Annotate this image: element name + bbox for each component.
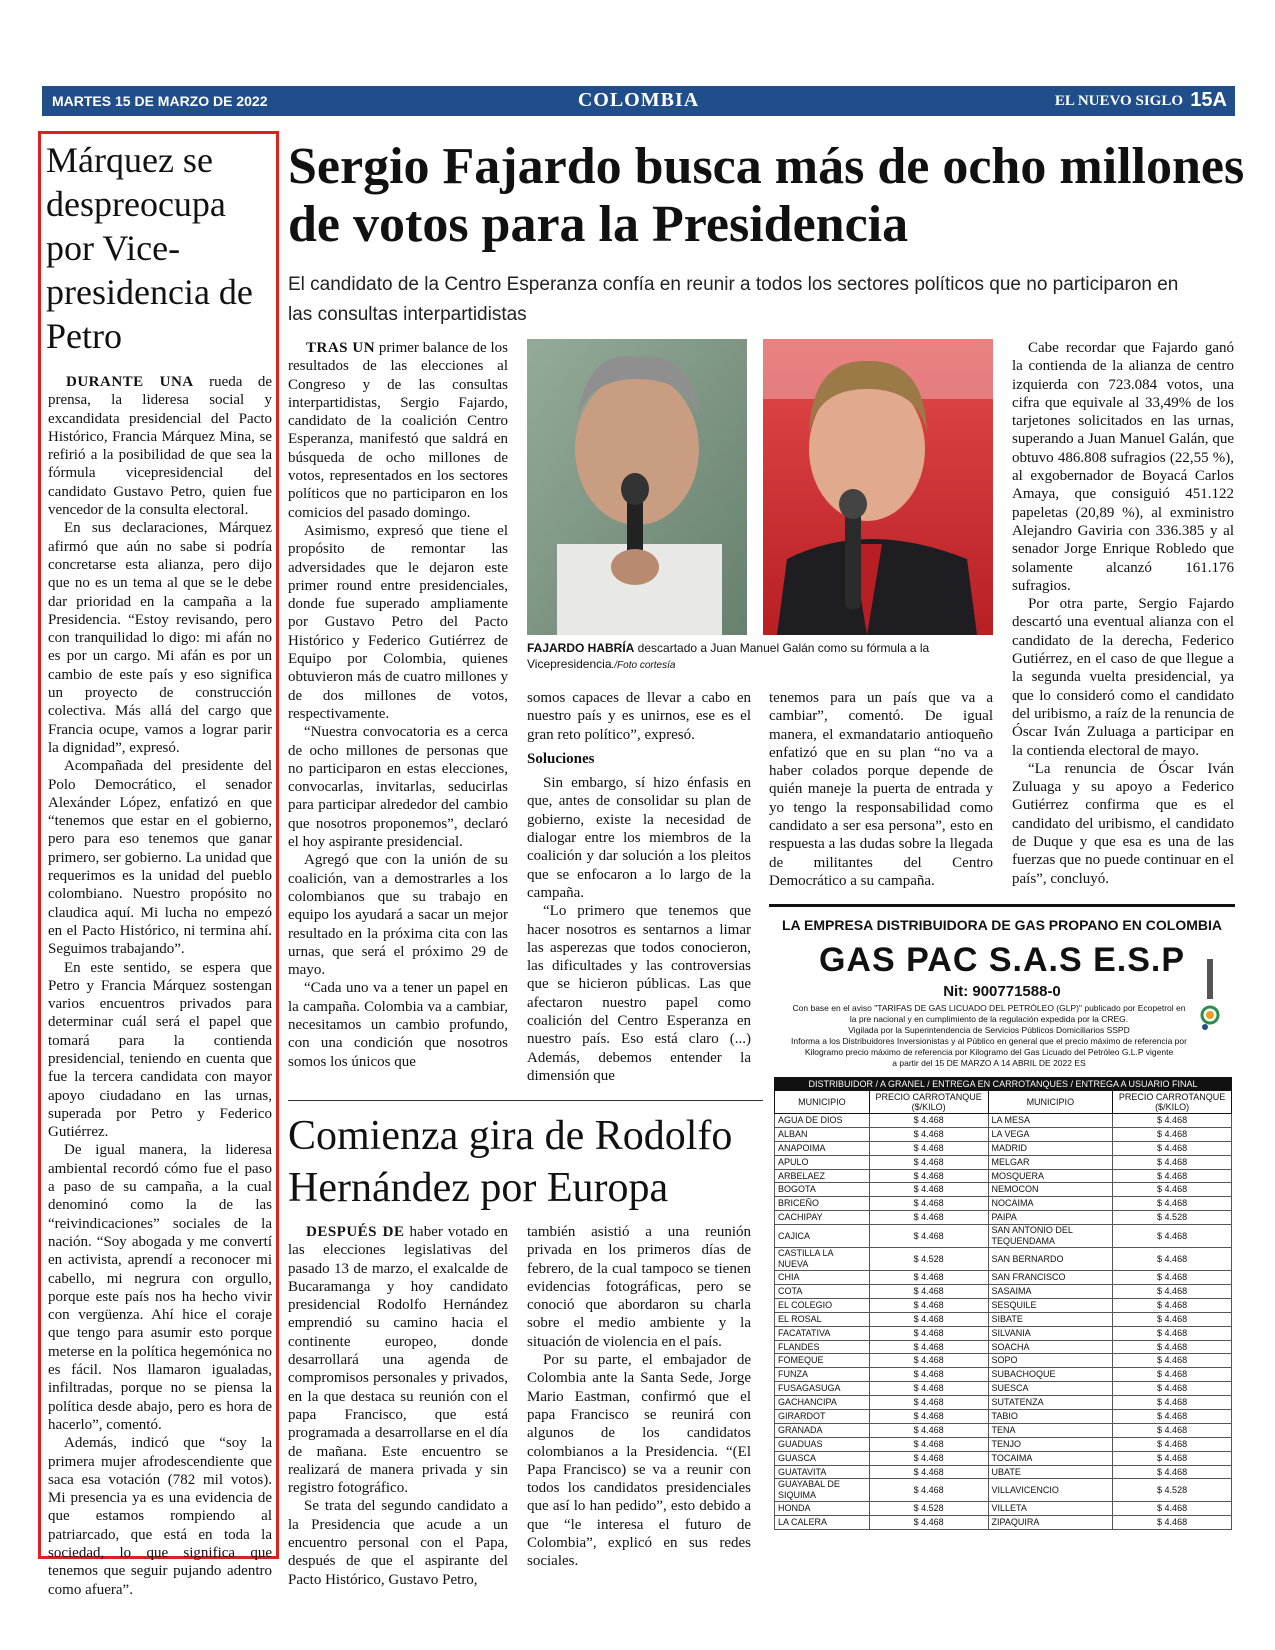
table-row (775, 1141, 1232, 1155)
left-paragraph: De igual manera, la lideresa ambiental recordó cómo fue el paso a paso de su campaña, a la cual denominó como la de las “reivindicaciones” sociales de la nación. “Soy abogada y me convertí en activista, aprendí a reconocer mi cabello, mi negrura con orgullo, porque este país nos ha hecho vivir con vergüenza. Ahí hice el coraje que tengo para asumir esto porque meterse en la política hegemónica no es fácil. Nos llamaron igualadas, infiltradas, porque no se piensa la política desde abajo, pero es hora de hacerlo”, comentó. (48, 1142, 272, 1433)
table-row (775, 1197, 1232, 1211)
main-paragraph: somos capaces de llevar a cabo en nuestro país y es unirnos, ese es el gran reto político”, expresó. (527, 690, 751, 743)
price-cell: $ 4.468 (869, 1451, 988, 1465)
ad-company: GAS PAC S.A.S E.S.P (818, 941, 1185, 979)
price-cell: $ 4.468 (1113, 1340, 1232, 1354)
price-cell: $ 4.468 (1113, 1451, 1232, 1465)
municipio-cell: MADRID (988, 1141, 1113, 1155)
table-row (775, 1248, 1232, 1271)
table-row (775, 1183, 1232, 1197)
municipio-cell: SUESCA (988, 1382, 1113, 1396)
price-cell: $ 4.468 (1113, 1248, 1232, 1271)
table-row (775, 1396, 1232, 1410)
price-cell: $ 4.468 (1113, 1354, 1232, 1368)
main-paragraph: “La renuncia de Óscar Iván Zuluaga y su apoyo a Federico Gutiérrez confirma que es el candidato del uribismo, el candidato de Duque y que esa es una de las fuerzas que no puede continuar en el país”, concluyó. (1012, 760, 1234, 887)
municipio-cell: NEMOCON (988, 1183, 1113, 1197)
price-cell: $ 4.468 (869, 1354, 988, 1368)
table-row (775, 1368, 1232, 1382)
table-row (775, 1225, 1232, 1248)
price-cell: $ 4.528 (1113, 1479, 1232, 1502)
price-cell: $ 4.468 (1113, 1127, 1232, 1141)
price-cell: $ 4.468 (869, 1312, 988, 1326)
municipio-cell: LA CALERA (775, 1516, 870, 1530)
municipio-cell: CHIA (775, 1271, 870, 1285)
main-paragraph: tenemos para un país que va a cambiar”, comentó. De igual manera, el exmandatario antioqueño enfatizó que en su plan “no va a haber colados porque depende de quién maneje la puerta de entrada y yo tengo la responsabilidad como candidato a ser esa persona”, esto en respuesta a las dudas sobre la llegada de militantes del Centro Democrático a su campaña. (769, 690, 993, 889)
table-header: DISTRIBUIDOR / A GRANEL / ENTREGA EN CARROTANQUES / ENTREGA A USUARIO FINAL (775, 1078, 1232, 1091)
municipio-cell: SAN BERNARDO (988, 1248, 1113, 1271)
table-row (775, 1155, 1232, 1169)
municipio-cell: ZIPAQUIRA (988, 1516, 1113, 1530)
municipio-cell: GACHANCIPA (775, 1396, 870, 1410)
subhead: Soluciones (527, 750, 595, 767)
municipio-cell: AGUA DE DIOS (775, 1114, 870, 1128)
ad-fine-3: Informa a los Distribuidores Inversionistas y al Público en general que el precio máximo de referencia por Kilogramo precio máximo de referencia por Kilogramo del Gas Licuado del Petróleo G.L.P vigente (791, 1036, 1187, 1057)
table-row (775, 1169, 1232, 1183)
municipio-cell: FOMEQUE (775, 1354, 870, 1368)
municipio-cell: APULO (775, 1155, 870, 1169)
price-cell: $ 4.468 (869, 1479, 988, 1502)
municipio-cell: SUTATENZA (988, 1396, 1113, 1410)
col-municipio: MUNICIPIO (775, 1091, 870, 1114)
second-column-2 (527, 1223, 751, 1571)
municipio-cell: SASAIMA (988, 1285, 1113, 1299)
price-cell: $ 4.468 (1113, 1114, 1232, 1128)
price-cell: $ 4.468 (1113, 1155, 1232, 1169)
municipio-cell: CAJICA (775, 1225, 870, 1248)
newspaper-name: EL NUEVO SIGLO (1054, 93, 1183, 109)
table-row (775, 1285, 1232, 1299)
price-cell: $ 4.468 (869, 1169, 988, 1183)
main-column-3 (769, 689, 993, 890)
municipio-cell: SIBATE (988, 1312, 1113, 1326)
price-cell: $ 4.468 (1113, 1298, 1232, 1312)
main-paragraph: primer balance de los resultados de las elecciones al Congreso y de las consultas interpartidistas, Sergio Fajardo, candidato de la coalición Centro Esperanza, manifestó que saldrá en búsqueda de ocho millones de votos, representados en los sectores políticos que no participaron en los comicios del pasado domingo. (288, 340, 508, 521)
article-photos (527, 339, 993, 635)
municipio-cell: PAIPA (988, 1211, 1113, 1225)
municipio-cell: COTA (775, 1285, 870, 1299)
second-column-1 (288, 1223, 508, 1589)
table-row (775, 1326, 1232, 1340)
photo-fajardo-and-galan (527, 339, 993, 635)
main-column-4 (1012, 339, 1234, 888)
municipio-cell: FACATATIVA (775, 1326, 870, 1340)
left-paragraph: En sus declaraciones, Márquez afirmó que aún no sabe si podría concretarse esta alianza, pero dijo que no es un tema al que se le debe dar prioridad en la campaña a la Presidencia. “Estoy revisando, pero con tranquilidad lo digo: mi afán no es por un cargo. Mi afán es por un cambio de este país y eso significa un proyecto de construcción colectiva. Más allá del cargo que Francia ocupe, vamos a lograr parir la dignidad”, expresó. (48, 520, 272, 756)
table-row (775, 1312, 1232, 1326)
second-kicker: DESPUÉS DE (306, 1224, 405, 1240)
price-cell: $ 4.528 (1113, 1211, 1232, 1225)
municipio-cell: VILLAVICENCIO (988, 1479, 1113, 1502)
price-cell: $ 4.468 (869, 1285, 988, 1299)
table-row (775, 1451, 1232, 1465)
price-cell: $ 4.468 (869, 1197, 988, 1211)
main-column-2 (527, 689, 751, 1085)
price-cell: $ 4.468 (869, 1382, 988, 1396)
left-paragraph: Además, indicó que “soy la primera mujer afrodescendiente que saca esa votación (782 mil votos). Mi presencia ya es una evidencia de que estamos rompiendo al patriarcado, que está en toda la sociedad, lo que significa que tenemos que seguir pujando adentro como afuera”. (48, 1435, 272, 1598)
second-paragraph: también asistió a una reunión privada en los primeros días de febrero, de la cual tampoco se tienen evidencias fotográficas, pero se conoció que abordaron su charla sobre el medio ambiente y la situación de violencia en el país. (527, 1224, 751, 1350)
price-cell: $ 4.468 (1113, 1502, 1232, 1516)
price-cell: $ 4.468 (1113, 1516, 1232, 1530)
table-row (775, 1479, 1232, 1502)
second-paragraph: Por su parte, el embajador de Colombia ante la Santa Sede, Jorge Mario Eastman, confirmó que el papa Francisco se reunirá con algunos de los candidatos colombianos a la Presidencia. “(El Papa Francisco) se va a reunir con todos los candidatos presidenciales que así lo han pedido”, esto debido a que “le interesa el futuro de Colombia”, explicó en sus redes sociales. (527, 1352, 751, 1570)
price-cell: $ 4.468 (1113, 1197, 1232, 1211)
ad-nit: Nit: 900771588-0 (943, 983, 1061, 1000)
table-row (775, 1437, 1232, 1451)
main-paragraph: Por otra parte, Sergio Fajardo descartó una eventual alianza con el candidato de la derecha, Federico Gutiérrez, en el caso de que llegue a la segunda vuelta presidencial, ya que lo consideró como el candidato del uribismo, a raíz de la renuncia de Óscar Iván Zuluaga a participar en la contienda electoral de mayo. (1012, 596, 1234, 759)
municipio-cell: HONDA (775, 1502, 870, 1516)
price-cell: $ 4.468 (869, 1326, 988, 1340)
main-paragraph: Agregó que con la unión de su coalición, van a demostrarles a los colombianos que su trabajo en equipo los ayudará a sacar un mejor resultado en la próxima cita con las urnas, que será el próximo 29 de mayo. (288, 852, 508, 979)
main-paragraph: “Nuestra convocatoria es a cerca de ocho millones de personas que no participaron en estas elecciones, convocarlas, invitarlas, seducirlas para participar alrededor del cambio que nosotros proponemos”, declaró el hoy aspirante presidencial. (288, 724, 508, 851)
municipio-cell: TABIO (988, 1410, 1113, 1424)
second-paragraph: haber votado en las elecciones legislativas del pasado 13 de marzo, el exalcalde de Bucaramanga y hoy candidato presidencial Rodolfo Hernández emprendió su camino hacia el continente europeo, donde desarrollará una agenda de compromisos personales y privados, en la que destaca su reunión con el papa Francisco, que está programada a desarrollarse en el día de mañana. Este encuentro se realizará de manera privada y sin registro fotográfico. (288, 1224, 509, 1497)
table-row (775, 1502, 1232, 1516)
municipio-cell: ANAPOIMA (775, 1141, 870, 1155)
municipio-cell: SOPO (988, 1354, 1113, 1368)
table-row (775, 1271, 1232, 1285)
caption-bold: FAJARDO HABRÍA (527, 641, 635, 655)
price-cell: $ 4.468 (1113, 1225, 1232, 1248)
price-cell: $ 4.468 (1113, 1271, 1232, 1285)
ad-fine-4: a partir del 15 DE MARZO A 14 ABRIL DE 2022 ES (892, 1058, 1086, 1068)
table-row (775, 1298, 1232, 1312)
table-row (775, 1211, 1232, 1225)
caption-text: descartado a Juan Manuel Galán como su fórmula a la Vicepresidencia (527, 641, 930, 671)
price-cell: $ 4.468 (869, 1211, 988, 1225)
table-row (775, 1423, 1232, 1437)
municipio-cell: SILVANIA (988, 1326, 1113, 1340)
caption-credit: ./Foto cortesía (611, 660, 676, 671)
main-article-title: Sergio Fajardo busca más de ocho millones de votos para la Presidencia (288, 138, 1245, 253)
municipio-cell: CASTILLA LA NUEVA (775, 1248, 870, 1271)
municipio-cell: LA VEGA (988, 1127, 1113, 1141)
main-paragraph: “Cada uno va a tener un papel en la campaña. Colombia va a cambiar, necesitamos un cambio profundo, con una condición que nosotros somos los únicos que (288, 980, 508, 1070)
price-cell: $ 4.468 (1113, 1326, 1232, 1340)
table-row (775, 1114, 1232, 1128)
left-paragraph: Acompañada del presidente del Polo Democrático, el senador Alexánder López, enfatizó en que “tenemos que estar en el gobierno, pero para eso tenemos que ganar primero, ser gobierno. La unidad que requerimos es la unidad del pueblo colombiano. Nuestro propósito no claudica aquí. Mi lucha no empezó en el Pacto Histórico, ni termina ahí. Seguimos trabajando”. (48, 758, 272, 958)
left-paragraph: rueda de prensa, la lideresa social y excandidata presidencial del Pacto Histórico, Francia Márquez Mina, se refirió a la posibilidad de que sea la fórmula vicepresidencial del candidato Gustavo Petro, quien fue vencedor de la consulta electoral. (48, 374, 272, 519)
municipio-cell: BOGOTA (775, 1183, 870, 1197)
price-cell: $ 4.468 (1113, 1437, 1232, 1451)
main-paragraph: “Lo primero que tenemos que hacer nosotros es sentarnos a limar las asperezas que todos conocieron, las dificultades y las controversias que se hicieron públicas. Las que afectaron nuestro papel como coalición del Centro Esperanza en nuestro país. Eso está claro (...) Además, debemos entender la dimensión que (527, 903, 751, 1084)
table-row (775, 1410, 1232, 1424)
municipio-cell: SUBACHOQUE (988, 1368, 1113, 1382)
municipio-cell: ARBELAEZ (775, 1169, 870, 1183)
price-cell: $ 4.468 (1113, 1141, 1232, 1155)
ad-fine-2: Vigilada por la Superintendencia de Servicios Públicos Domiciliarios SSPD (848, 1025, 1130, 1035)
municipio-cell: ALBAN (775, 1127, 870, 1141)
price-cell: $ 4.468 (1113, 1396, 1232, 1410)
page-number: 15A (1190, 89, 1227, 111)
photo-caption (527, 640, 997, 674)
price-cell: $ 4.468 (869, 1437, 988, 1451)
left-article-title: Márquez se despreocupa por Vice-presidencia de Petro (46, 140, 253, 356)
price-cell: $ 4.468 (869, 1114, 988, 1128)
municipio-cell: FLANDES (775, 1340, 870, 1354)
section-name: COLOMBIA (577, 89, 700, 111)
table-row (775, 1382, 1232, 1396)
ad-fine-print (789, 1003, 1189, 1069)
price-cell: $ 4.468 (869, 1396, 988, 1410)
price-cell: $ 4.468 (869, 1423, 988, 1437)
price-cell: $ 4.468 (869, 1340, 988, 1354)
gas-table-body (775, 1114, 1232, 1530)
col-municipio: MUNICIPIO (988, 1091, 1113, 1114)
municipio-cell: EL ROSAL (775, 1312, 870, 1326)
municipio-cell: SOACHA (988, 1340, 1113, 1354)
municipio-cell: SESQUILE (988, 1298, 1113, 1312)
price-cell: $ 4.468 (869, 1141, 988, 1155)
table-row (775, 1516, 1232, 1530)
price-cell: $ 4.468 (1113, 1312, 1232, 1326)
price-cell: $ 4.468 (869, 1516, 988, 1530)
price-cell: $ 4.468 (869, 1368, 988, 1382)
main-kicker: TRAS UN (306, 340, 376, 356)
price-cell: $ 4.468 (869, 1225, 988, 1248)
municipio-cell: MELGAR (988, 1155, 1113, 1169)
municipio-cell: GUAYABAL DE SIQUIMA (775, 1479, 870, 1502)
left-paragraph: En este sentido, se espera que Petro y Francia Márquez sostengan varios encuentros privados para determinar cuál será el papel que tomará para la contienda presidencial, teniendo en cuenta que fue la tercera candidata con mayor apoyo ciudadano en las urnas, superada por Petro y Federico Gutiérrez. (48, 959, 272, 1141)
price-cell: $ 4.468 (869, 1465, 988, 1479)
second-article-title: Comienza gira de Rodolfo Hernández por Europa (288, 1113, 733, 1211)
main-paragraph: Sin embargo, sí hizo énfasis en que, antes de consolidar su plan de gobierno, existe la necesidad de dialogar entre los miembros de la coalición y dar solución a los pleitos que se enfocaron a lo largo de la campaña. (527, 775, 751, 901)
table-row (775, 1127, 1232, 1141)
price-cell: $ 4.528 (869, 1502, 988, 1516)
municipio-cell: TENJO (988, 1437, 1113, 1451)
municipio-cell: TOCAIMA (988, 1451, 1113, 1465)
price-cell: $ 4.468 (1113, 1368, 1232, 1382)
price-cell: $ 4.468 (1113, 1183, 1232, 1197)
price-cell: $ 4.468 (869, 1271, 988, 1285)
main-paragraph: Cabe recordar que Fajardo ganó la contienda de la alianza de centro izquierda con 723.084 votos, una cifra que equivale al 33,49% de los tarjetones solicitados en las urnas, superando a Juan Manuel Galán, que obtuvo 486.808 sufragios (22,55 %), al exgobernador de Boyacá Carlos Amaya, que consiguió 451.122 papeletas (20,89 %), al exministro Alejandro Gaviria con 336.385 y al senador Jorge Enrique Robledo que solamente alcanzó 161.176 sufragios. (1012, 340, 1234, 594)
municipio-cell: EL COLEGIO (775, 1298, 870, 1312)
left-kicker: DURANTE UNA (66, 374, 194, 390)
superservicios-logo-icon (1195, 957, 1225, 1037)
col-precio: PRECIO CARROTANQUE ($/KILO) (869, 1091, 988, 1114)
municipio-cell: SAN FRANCISCO (988, 1271, 1113, 1285)
main-paragraph: Asimismo, expresó que tiene el propósito de remontar las adversidades que le dejaron este primer round entre presidenciales, donde fue superado ampliamente por Gustavo Petro del Pacto Histórico y Federico Gutiérrez de Equipo por Colombia, quienes obtuvieron más de cuatro millones y de dos millones de votos, respectivamente. (288, 522, 508, 722)
main-column-1 (288, 339, 508, 1071)
price-cell: $ 4.468 (869, 1155, 988, 1169)
price-cell: $ 4.468 (1113, 1410, 1232, 1424)
municipio-cell: CACHIPAY (775, 1211, 870, 1225)
municipio-cell: BRICEÑO (775, 1197, 870, 1211)
price-cell: $ 4.468 (869, 1298, 988, 1312)
gas-price-table (774, 1077, 1232, 1530)
municipio-cell: UBATE (988, 1465, 1113, 1479)
municipio-cell: FUNZA (775, 1368, 870, 1382)
second-paragraph: Se trata del segundo candidato a la Presidencia que acude a un encuentro personal con el Papa, después de que el aspirante del Pacto Histórico, Gustavo Petro, (288, 1498, 508, 1588)
price-cell: $ 4.468 (1113, 1423, 1232, 1437)
municipio-cell: VILLETA (988, 1502, 1113, 1516)
table-row (775, 1340, 1232, 1354)
price-cell: $ 4.468 (1113, 1465, 1232, 1479)
municipio-cell: GUATAVITA (775, 1465, 870, 1479)
main-article-subtitle: El candidato de la Centro Esperanza confía en reunir a todos los sectores políticos que no participaron en las consultas interpartidistas (288, 274, 1179, 325)
table-row (775, 1354, 1232, 1368)
price-cell: $ 4.468 (869, 1183, 988, 1197)
price-cell: $ 4.468 (869, 1127, 988, 1141)
price-cell: $ 4.468 (869, 1410, 988, 1424)
ad-intro: LA EMPRESA DISTRIBUIDORA DE GAS PROPANO EN COLOMBIA (782, 917, 1222, 933)
municipio-cell: GUASCA (775, 1451, 870, 1465)
municipio-cell: FUSAGASUGA (775, 1382, 870, 1396)
left-article-body (48, 373, 272, 1599)
col-precio: PRECIO CARROTANQUE ($/KILO) (1113, 1091, 1232, 1114)
header-date: MARTES 15 DE MARZO DE 2022 (52, 93, 268, 109)
municipio-cell: TENA (988, 1423, 1113, 1437)
page-header (42, 86, 1235, 116)
gas-price-advertisement (769, 904, 1235, 1560)
price-cell: $ 4.468 (1113, 1285, 1232, 1299)
municipio-cell: MOSQUERA (988, 1169, 1113, 1183)
section-divider (288, 1100, 763, 1101)
municipio-cell: GRANADA (775, 1423, 870, 1437)
price-cell: $ 4.468 (1113, 1169, 1232, 1183)
table-row (775, 1465, 1232, 1479)
ad-fine-1: Con base en el aviso "TARIFAS DE GAS LICUADO DEL PETRÓLEO (GLP)" publicado por Ecopetrol en la pre nacional y en cumplimiento de la regulación expedida por la CREG. (792, 1003, 1186, 1024)
municipio-cell: NOCAIMA (988, 1197, 1113, 1211)
municipio-cell: LA MESA (988, 1114, 1113, 1128)
municipio-cell: SAN ANTONIO DEL TEQUENDAMA (988, 1225, 1113, 1248)
price-cell: $ 4.528 (869, 1248, 988, 1271)
municipio-cell: GUADUAS (775, 1437, 870, 1451)
municipio-cell: GIRARDOT (775, 1410, 870, 1424)
price-cell: $ 4.468 (1113, 1382, 1232, 1396)
